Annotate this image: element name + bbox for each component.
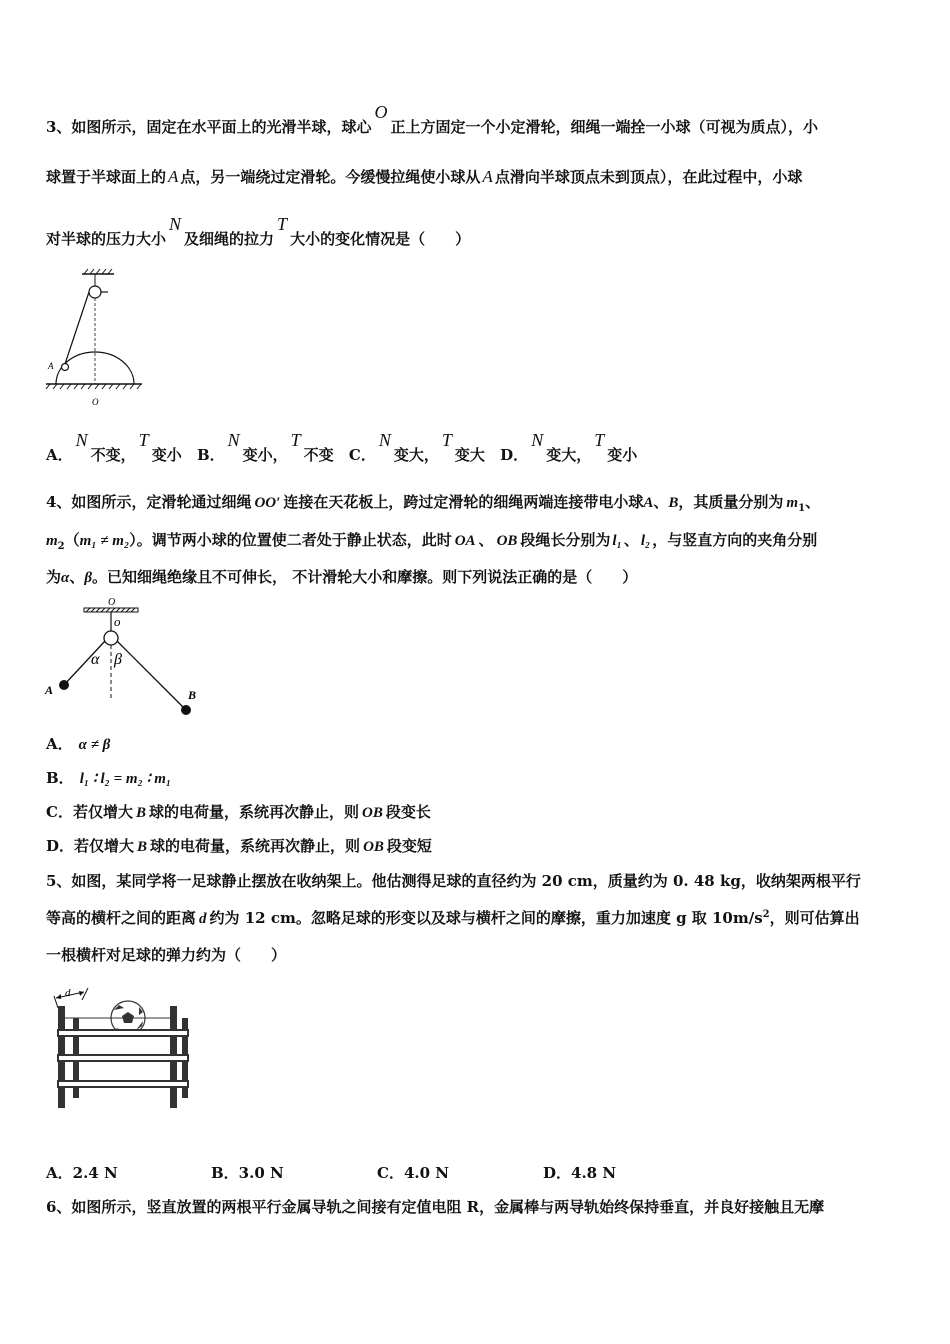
q5-line-3: 一根横杆对足球的弹力约为（ ）: [46, 946, 287, 964]
fig-label-beta: β: [114, 651, 122, 668]
q5-option-b[interactable]: B．3.0 N: [211, 1164, 284, 1182]
q3-text: 大小的变化情况是（ ）: [290, 230, 471, 248]
q3-line-3: [46, 214, 471, 249]
q4-option-d[interactable]: D．若仅增大 B 球的电荷量，系统再次静止，则 OB 段变短: [46, 837, 432, 855]
fig-label-a: A: [48, 361, 54, 371]
symbol-t: T: [277, 214, 288, 234]
fig-label-a: A: [45, 683, 54, 697]
fig-label-o: O: [92, 397, 99, 407]
fig-label-alpha: α: [91, 651, 100, 668]
q5-option-c[interactable]: C．4.0 N: [377, 1164, 449, 1182]
q5-option-a[interactable]: A．2.4 N: [46, 1164, 118, 1182]
q3-line-1: [46, 102, 904, 137]
fig-label-b: B: [188, 688, 197, 702]
q3-hemisphere-figure: [44, 268, 154, 412]
ball-b: [181, 705, 191, 715]
q3-line-2: [46, 166, 904, 187]
q3-option-d[interactable]: D．N变大，T变小: [500, 430, 638, 464]
q5-shelf-figure: [44, 980, 194, 1112]
q3-text: 球置于半球面上的: [46, 168, 167, 186]
q3-text: 点，另一端绕过定滑轮。今缓慢拉绳使小球从: [180, 168, 481, 186]
q4-line-1: 4、如图所示，定滑轮通过细绳 OO′ 连接在天花板上，跨过定滑轮的细绳两端连接带电小球A、B，其质量分别为 $m_1$、: [46, 493, 821, 514]
q5-option-d[interactable]: D．4.8 N: [543, 1164, 617, 1182]
fig-label-o-pulley: o: [114, 614, 121, 629]
symbol-a: A: [482, 167, 493, 186]
q4-option-c[interactable]: C．若仅增大 B 球的电荷量，系统再次静止，则 OB 段变长: [46, 803, 431, 821]
q3-text: 及细绳的拉力: [184, 230, 275, 248]
symbol-o: O: [374, 102, 388, 122]
symbol-a: A: [168, 167, 179, 186]
q3-text: 3、如图所示，固定在水平面上的光滑半球，球心: [46, 118, 372, 136]
q3-option-b[interactable]: B．N变小，T不变: [196, 430, 334, 464]
ball-a: [59, 680, 69, 690]
fig-label-o-upper: O: [108, 597, 116, 608]
q3-options: [46, 430, 638, 465]
q4-option-b[interactable]: B． l₁ ∶ l₂ = m₂ ∶ m₁: [46, 769, 172, 787]
fig-label-d: d: [65, 987, 71, 999]
q3-option-c[interactable]: C．N变大，T变大: [348, 430, 485, 464]
q3-text: 点滑向半球顶点未到顶点），在此过程中，小球: [494, 168, 803, 186]
q6-line-1: 6、如图所示，竖直放置的两根平行金属导轨之间接有定值电阻 R，金属棒与两导轨始终保持垂直，并良好接触且无摩: [46, 1198, 825, 1216]
q3-text: 正上方固定一个小定滑轮，细绳一端拴一小球（可视为质点），小: [390, 118, 818, 136]
q4-line-2: $m_2(m_1 \ne m_2)$。调节两小球的位置使二者处于静止状态，此时 OA 、 OB 段绳长分别为 l₁ 、 l₂ ，与竖直方向的夹角分别: [46, 531, 818, 552]
q4-option-a[interactable]: A． α ≠ β: [46, 735, 111, 753]
q4-pulley-figure: [44, 594, 214, 720]
q4-line-3: 为α、β。已知细绳绝缘且不可伸长， 不计滑轮大小和摩擦。则下列说法正确的是（ ）: [46, 568, 638, 586]
q5-line-2: 等高的横杆之间的距离 d 约为 12 cm。忽略足球的形变以及球与横杆之间的摩擦，重力加速度 g 取 $10m/s^2$，则可估算出: [46, 909, 860, 927]
q3-option-a[interactable]: A．N不变，T变小: [46, 430, 182, 464]
q5-line-1: 5、如图，某同学将一足球静止摆放在收纳架上。他估测得足球的直径约为 20 cm，质量约为 0. 48 kg，收纳架两根平行: [46, 872, 861, 890]
symbol-n: N: [169, 214, 182, 234]
q3-text: 对半球的压力大小: [46, 230, 167, 248]
